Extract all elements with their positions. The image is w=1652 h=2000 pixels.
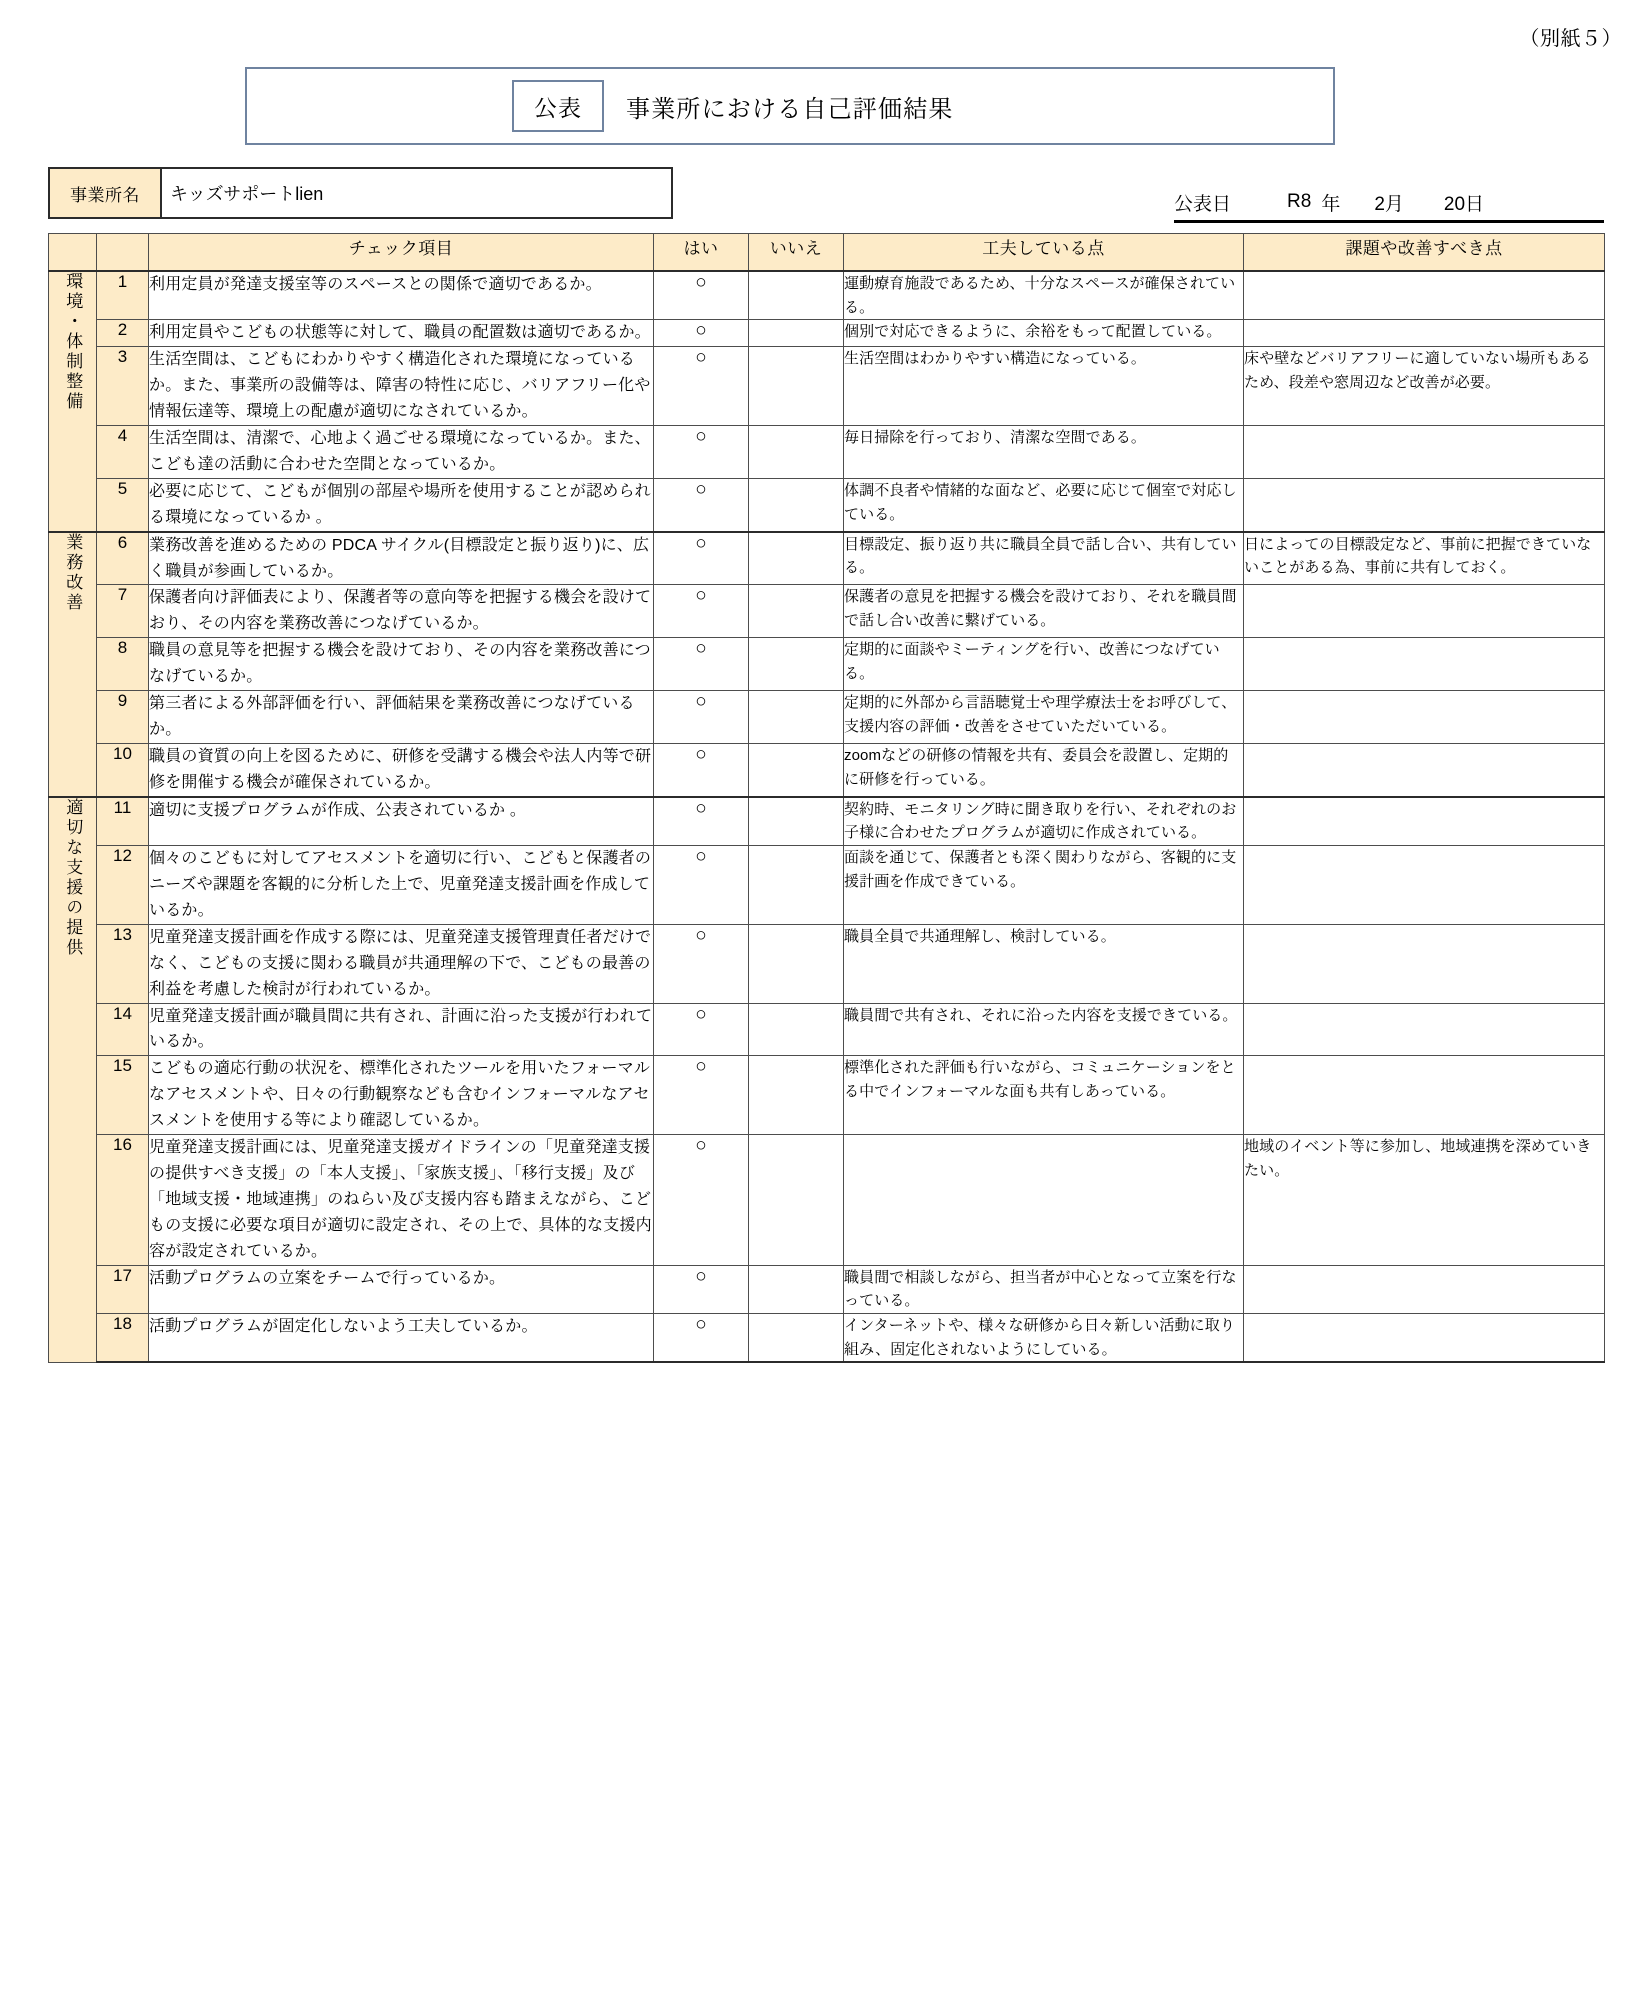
good-points-text: インターネットや、様々な研修から日々新しい活動に取り組み、固定化されないようにしている。 (844, 1313, 1244, 1362)
publish-date-year-unit: 年 (1321, 193, 1341, 215)
no-mark (749, 846, 844, 925)
issues-text (1244, 1313, 1605, 1362)
issues-text: 日によっての目標設定など、事前に把握できていないことがある為、事前に共有しておく。 (1244, 532, 1605, 585)
yes-mark: ○ (654, 585, 749, 638)
good-points-text: 職員間で共有され、それに沿った内容を支援できている。 (844, 1003, 1244, 1056)
publish-date-label: 公表日 (1174, 193, 1232, 215)
page-title: 事業所における自己評価結果 (626, 95, 954, 123)
yes-mark: ○ (654, 691, 749, 744)
row-number: 7 (97, 585, 149, 638)
publish-date-day: 20日 (1443, 193, 1485, 215)
table-header (49, 234, 1605, 272)
header-section (49, 234, 97, 272)
issues-text: 地域のイベント等に参加し、地域連携を深めていきたい。 (1244, 1135, 1605, 1266)
header-check-item: チェック項目 (149, 234, 654, 272)
row-number: 2 (97, 320, 149, 347)
row-number: 4 (97, 426, 149, 479)
section-label: 環境・体制整備 (63, 272, 83, 412)
no-mark (749, 797, 844, 846)
issues-text (1244, 1003, 1605, 1056)
yes-mark: ○ (654, 478, 749, 531)
no-mark (749, 743, 844, 796)
yes-mark: ○ (654, 426, 749, 479)
no-mark (749, 347, 844, 426)
section-label-cell (49, 532, 97, 797)
section-label-cell (49, 797, 97, 1363)
no-mark (749, 1265, 844, 1313)
table-row (49, 320, 1605, 347)
yes-mark: ○ (654, 846, 749, 925)
table-row (49, 478, 1605, 531)
row-number: 1 (97, 271, 149, 320)
publish-date-era-year: R8 (1287, 191, 1312, 212)
row-number: 11 (97, 797, 149, 846)
good-points-text: 運動療育施設であるため、十分なスペースが確保されている。 (844, 271, 1244, 320)
table-row (49, 743, 1605, 796)
table-row (49, 797, 1605, 846)
issues-text (1244, 691, 1605, 744)
check-item-text: 生活空間は、清潔で、心地よく過ごせる環境になっているか。また、こども達の活動に合わせた空間となっているか。 (149, 426, 654, 479)
no-mark (749, 271, 844, 320)
issues-text (1244, 585, 1605, 638)
row-number: 3 (97, 347, 149, 426)
good-points-text (844, 1135, 1244, 1266)
row-number: 18 (97, 1313, 149, 1362)
row-number: 5 (97, 478, 149, 531)
table-row (49, 691, 1605, 744)
issues-text (1244, 320, 1605, 347)
good-points-text: 契約時、モニタリング時に聞き取りを行い、それぞれのお子様に合わせたプログラムが適切に作成されている。 (844, 797, 1244, 846)
self-evaluation-table (48, 233, 1605, 1363)
check-item-text: 活動プログラムが固定化しないよう工夫しているか。 (149, 1313, 654, 1362)
good-points-text: 面談を通じて、保護者とも深く関わりながら、客観的に支援計画を作成できている。 (844, 846, 1244, 925)
table-row (49, 638, 1605, 691)
yes-mark: ○ (654, 320, 749, 347)
header-number (97, 234, 149, 272)
table-row (49, 1265, 1605, 1313)
check-item-text: 必要に応じて、こどもが個別の部屋や場所を使用することが認められる環境になっているか 。 (149, 478, 654, 531)
issues-text (1244, 478, 1605, 531)
table-row (49, 271, 1605, 320)
row-number: 8 (97, 638, 149, 691)
table-row (49, 1056, 1605, 1135)
check-item-text: 個々のこどもに対してアセスメントを適切に行い、こどもと保護者のニーズや課題を客観的に分析した上で、児童発達支援計画を作成しているか。 (149, 846, 654, 925)
header-good-points: 工夫している点 (844, 234, 1244, 272)
good-points-text: 定期的に面談やミーティングを行い、改善につなげている。 (844, 638, 1244, 691)
no-mark (749, 1313, 844, 1362)
no-mark (749, 320, 844, 347)
issues-text (1244, 924, 1605, 1003)
no-mark (749, 1003, 844, 1056)
good-points-text: 定期的に外部から言語聴覚士や理学療法士をお呼びして、支援内容の評価・改善をさせていただいている。 (844, 691, 1244, 744)
check-item-text: 児童発達支援計画が職員間に共有され、計画に沿った支援が行われているか。 (149, 1003, 654, 1056)
check-item-text: 利用定員が発達支援室等のスペースとの関係で適切であるか。 (149, 271, 654, 320)
table-row (49, 426, 1605, 479)
yes-mark: ○ (654, 532, 749, 585)
no-mark (749, 1056, 844, 1135)
yes-mark: ○ (654, 1265, 749, 1313)
section-label: 業務改善 (63, 532, 83, 613)
check-item-text: 第三者による外部評価を行い、評価結果を業務改善につなげているか。 (149, 691, 654, 744)
no-mark (749, 478, 844, 531)
issues-text (1244, 271, 1605, 320)
check-item-text: 職員の資質の向上を図るために、研修を受講する機会や法人内等で研修を開催する機会が確保されているか。 (149, 743, 654, 796)
table-row (49, 532, 1605, 585)
issues-text (1244, 1265, 1605, 1313)
check-item-text: 業務改善を進めるための PDCA サイクル(目標設定と振り返り)に、広く職員が参画しているか。 (149, 532, 654, 585)
issues-text (1244, 797, 1605, 846)
no-mark (749, 532, 844, 585)
good-points-text: 生活空間はわかりやすい構造になっている。 (844, 347, 1244, 426)
check-item-text: 適切に支援プログラムが作成、公表されているか 。 (149, 797, 654, 846)
facility-name-value: キッズサポートlien (170, 184, 324, 204)
header-issues: 課題や改善すべき点 (1244, 234, 1605, 272)
good-points-text: 職員全員で共通理解し、検討している。 (844, 924, 1244, 1003)
publish-date (1174, 184, 1604, 223)
yes-mark: ○ (654, 1003, 749, 1056)
check-item-text: 児童発達支援計画には、児童発達支援ガイドラインの「児童発達支援の提供すべき支援」の「本人支援」、「家族支援」、「移行支援」及び「地域支援・地域連携」のねらい及び支援内容も踏まえながら、こどもの支援に必要な項目が適切に設定され、その上で、具体的な支援内容が設定されているか。 (149, 1135, 654, 1266)
no-mark (749, 1135, 844, 1266)
no-mark (749, 924, 844, 1003)
yes-mark: ○ (654, 1313, 749, 1362)
table-header-row (49, 234, 1605, 272)
section-label-cell (49, 271, 97, 532)
row-number: 14 (97, 1003, 149, 1056)
row-number: 6 (97, 532, 149, 585)
good-points-text: 体調不良者や情緒的な面など、必要に応じて個室で対応している。 (844, 478, 1244, 531)
table-row (49, 1313, 1605, 1362)
table-row (49, 347, 1605, 426)
good-points-text: zoomなどの研修の情報を共有、委員会を設置し、定期的に研修を行っている。 (844, 743, 1244, 796)
good-points-text: 個別で対応できるように、余裕をもって配置している。 (844, 320, 1244, 347)
good-points-text: 標準化された評価も行いながら、コミュニケーションをとる中でインフォーマルな面も共有しあっている。 (844, 1056, 1244, 1135)
issues-text (1244, 638, 1605, 691)
row-number: 10 (97, 743, 149, 796)
facility-name-label: 事業所名 (50, 169, 162, 217)
header-yes: はい (654, 234, 749, 272)
sheet-number: （別紙５） (1519, 28, 1622, 50)
section-label: 適切な支援の提供 (63, 797, 83, 958)
no-mark (749, 426, 844, 479)
header-no: いいえ (749, 234, 844, 272)
table-row (49, 585, 1605, 638)
table-row (49, 1003, 1605, 1056)
yes-mark: ○ (654, 1135, 749, 1266)
issues-text (1244, 846, 1605, 925)
yes-mark: ○ (654, 638, 749, 691)
row-number: 13 (97, 924, 149, 1003)
yes-mark: ○ (654, 797, 749, 846)
good-points-text: 保護者の意見を把握する機会を設けており、それを職員間で話し合い改善に繋げている。 (844, 585, 1244, 638)
check-item-text: 活動プログラムの立案をチームで行っているか。 (149, 1265, 654, 1313)
check-item-text: 職員の意見等を把握する機会を設けており、その内容を業務改善につなげているか。 (149, 638, 654, 691)
yes-mark: ○ (654, 271, 749, 320)
no-mark (749, 585, 844, 638)
table-body (49, 271, 1605, 1362)
issues-text: 床や壁などバリアフリーに適していない場所もあるため、段差や窓周辺など改善が必要。 (1244, 347, 1605, 426)
issues-text (1244, 1056, 1605, 1135)
no-mark (749, 691, 844, 744)
check-item-text: こどもの適応行動の状況を、標準化されたツールを用いたフォーマルなアセスメントや、日々の行動観察なども含むインフォーマルなアセスメントを使用する等により確認しているか。 (149, 1056, 654, 1135)
good-points-text: 目標設定、振り返り共に職員全員で話し合い、共有している。 (844, 532, 1244, 585)
publication-badge: 公表 (512, 80, 604, 132)
yes-mark: ○ (654, 1056, 749, 1135)
row-number: 15 (97, 1056, 149, 1135)
meta-row (0, 167, 1652, 223)
facility-name-box (48, 167, 673, 219)
row-number: 9 (97, 691, 149, 744)
check-item-text: 生活空間は、こどもにわかりやすく構造化された環境になっているか。また、事業所の設備等は、障害の特性に応じ、バリアフリー化や情報伝達等、環境上の配慮が適切になされているか。 (149, 347, 654, 426)
check-item-text: 児童発達支援計画を作成する際には、児童発達支援管理責任者だけでなく、こどもの支援に関わる職員が共通理解の下で、こどもの最善の利益を考慮した検討が行われているか。 (149, 924, 654, 1003)
yes-mark: ○ (654, 347, 749, 426)
good-points-text: 毎日掃除を行っており、清潔な空間である。 (844, 426, 1244, 479)
yes-mark: ○ (654, 743, 749, 796)
table-row (49, 924, 1605, 1003)
row-number: 16 (97, 1135, 149, 1266)
publish-date-month: 2月 (1374, 193, 1404, 215)
check-item-text: 保護者向け評価表により、保護者等の意向等を把握する機会を設けており、その内容を業務改善につなげているか。 (149, 585, 654, 638)
issues-text (1244, 743, 1605, 796)
table-row (49, 846, 1605, 925)
title-band (245, 67, 1335, 145)
row-number: 17 (97, 1265, 149, 1313)
no-mark (749, 638, 844, 691)
yes-mark: ○ (654, 924, 749, 1003)
table-row (49, 1135, 1605, 1266)
issues-text (1244, 426, 1605, 479)
row-number: 12 (97, 846, 149, 925)
check-item-text: 利用定員やこどもの状態等に対して、職員の配置数は適切であるか。 (149, 320, 654, 347)
good-points-text: 職員間で相談しながら、担当者が中心となって立案を行なっている。 (844, 1265, 1244, 1313)
